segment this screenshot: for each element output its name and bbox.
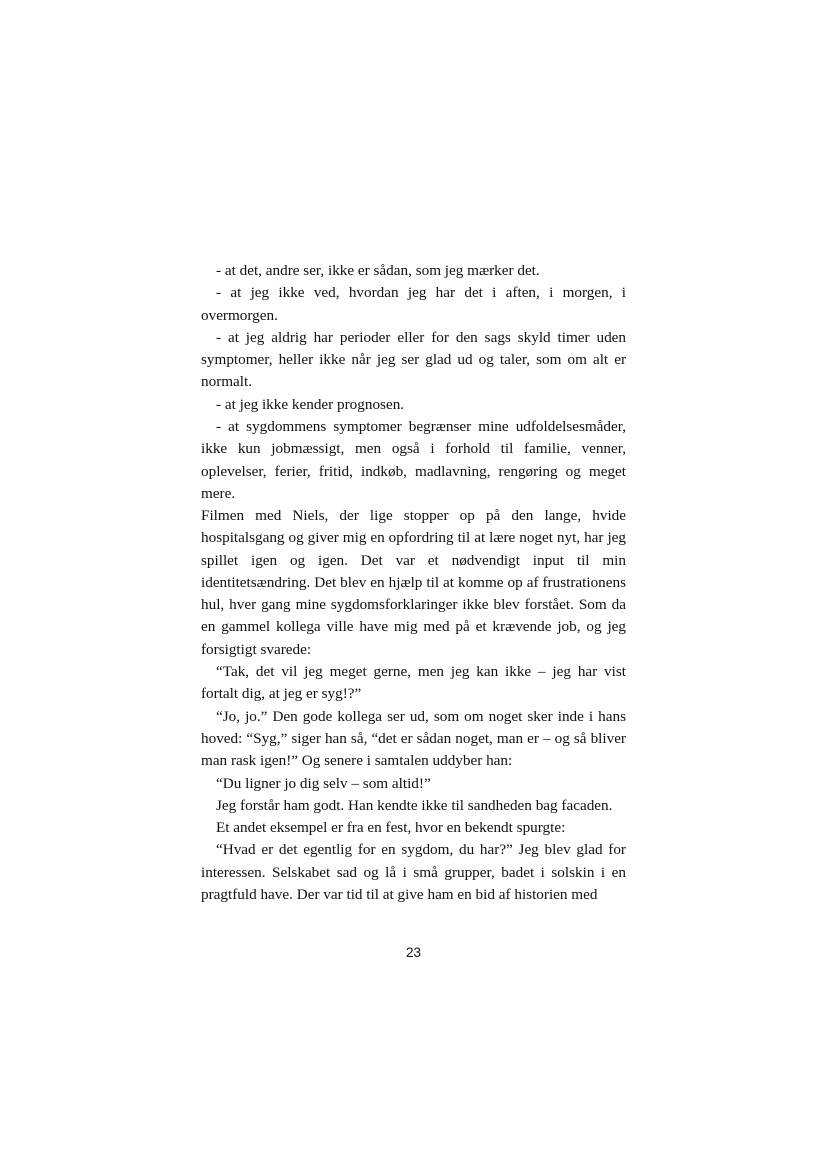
- paragraph: “Du ligner jo dig selv – som altid!”: [216, 774, 431, 792]
- paragraph: Filmen med Niels, der lige stopper op på den lange, hvide hospitalsgang og giver mig en opfordring til at lære noget nyt, har jeg spillet igen og igen. Det var et nødvendigt input til min identitetsændring. Det blev en hjælp til at komme op af frustrationens hul, hver gang mine sygdomsforklaringer ikke blev forstået. Som da en gammel kollega ville have mig med på et krævende job, og jeg forsigtigt svarede:: [201, 507, 626, 658]
- paragraph: “Jo, jo.” Den gode kollega ser ud, som om noget sker inde i hans hoved: “Syg,” siger han så, “det er sådan noget, man er – og så bliver man rask igen!” Og senere i samtalen uddyber han:: [201, 707, 626, 770]
- paragraph: Jeg forstår ham godt. Han kendte ikke til sandheden bag facaden.: [216, 796, 613, 814]
- list-item: - at sygdommens symptomer begrænser mine udfoldelsesmåder, ikke kun jobmæssigt, men også i forhold til familie, venner, oplevelser, ferier, fritid, indkøb, madlavning, rengøring og meget mere.: [201, 418, 626, 502]
- symptom-list-block: [201, 260, 626, 505]
- narrative-block: [201, 505, 626, 906]
- list-item: - at det, andre ser, ikke er sådan, som jeg mærker det.: [216, 262, 540, 279]
- paragraph: “Hvad er det egentlig for en sygdom, du har?” Jeg blev glad for interessen. Selskabet sad og lå i små grupper, badet i solskin i en pragtfuld have. Der var tid til at give ham en bid af historien med: [201, 841, 626, 904]
- list-item: - at jeg aldrig har perioder eller for den sags skyld timer uden symptomer, heller ikke når jeg ser glad ud og taler, som om alt er normalt.: [201, 328, 626, 391]
- page-number: 23: [405, 945, 422, 960]
- list-item: - at jeg ikke kender prognosen.: [216, 395, 405, 413]
- paragraph: “Tak, det vil jeg meget gerne, men jeg kan ikke – jeg har vist fortalt dig, at jeg er syg!?”: [201, 663, 626, 703]
- list-item: - at jeg ikke ved, hvordan jeg har det i aften, i morgen, i overmorgen.: [201, 284, 626, 324]
- paragraph: Et andet eksempel er fra en fest, hvor en bekendt spurgte:: [216, 819, 566, 837]
